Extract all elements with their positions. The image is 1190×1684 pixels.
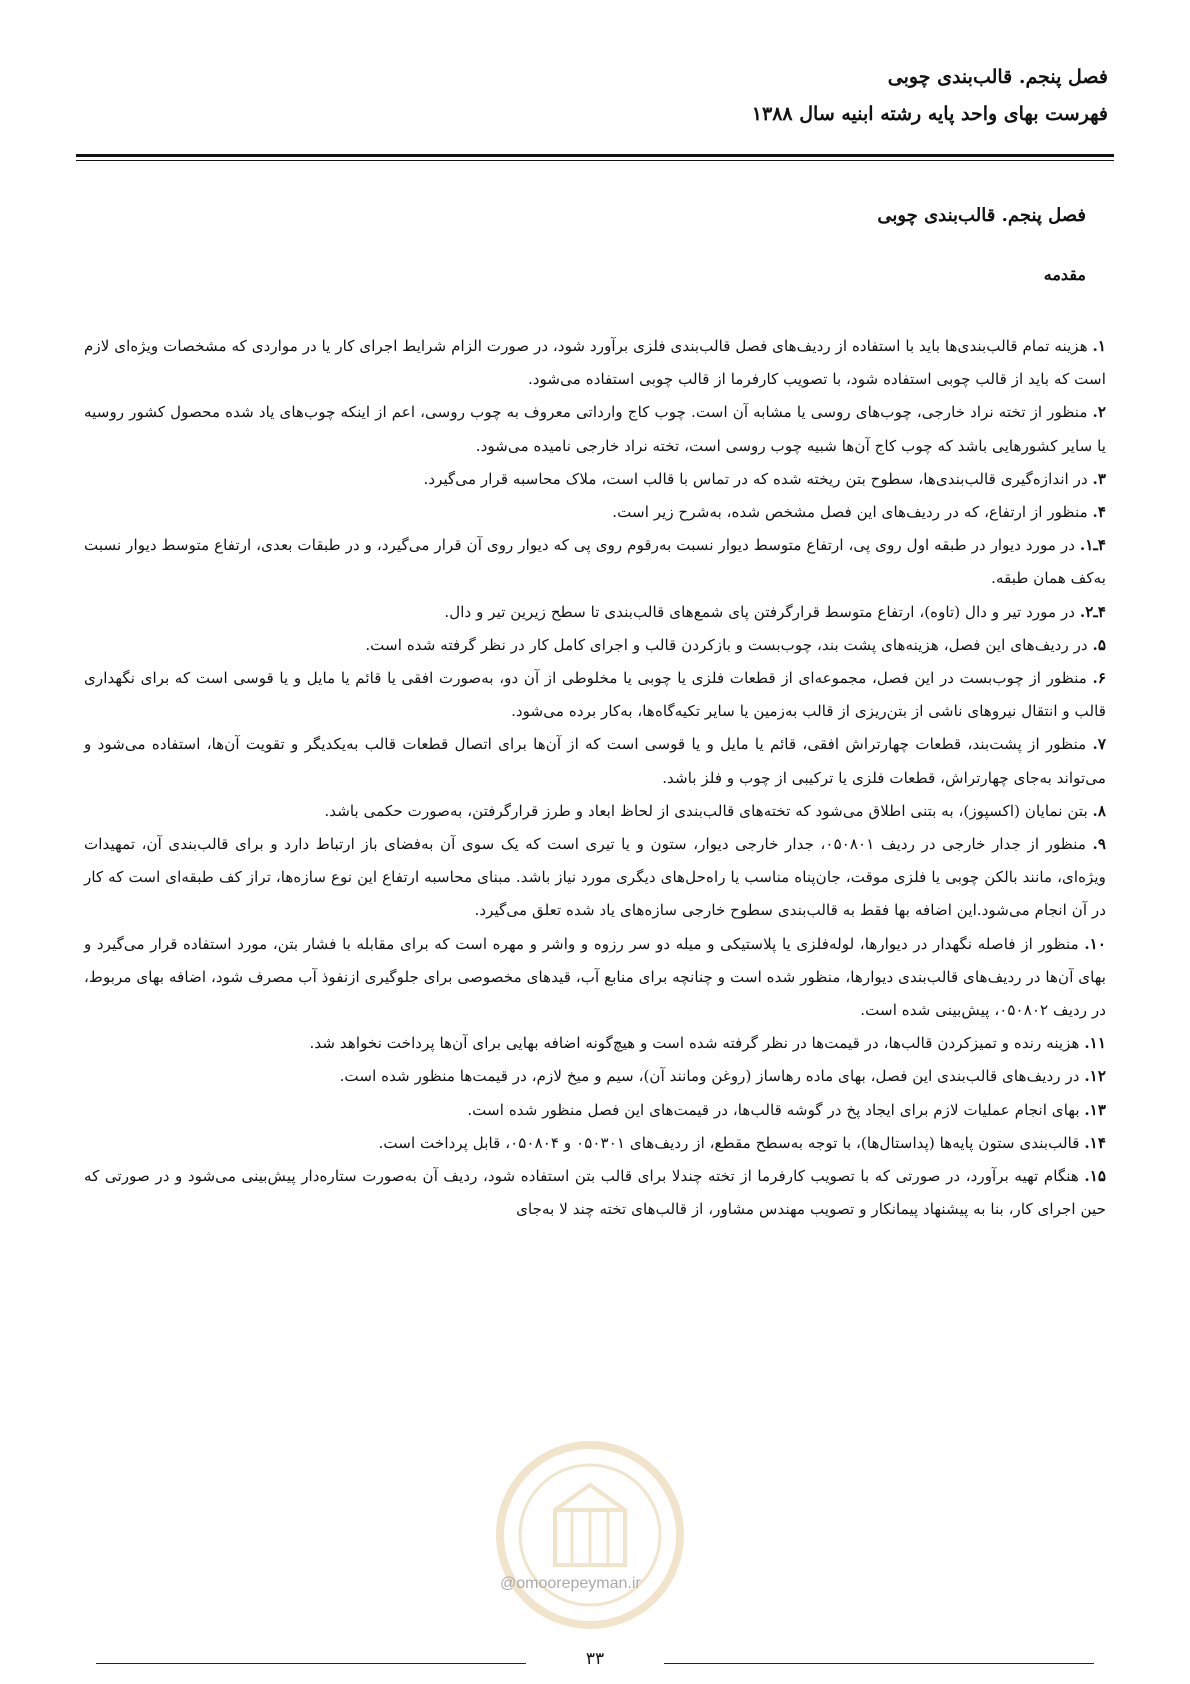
paragraph-text: منظور از تخته نراد خارجی، چوب‌های روسی یا مشابه آن است. چوب کاج وارداتی معروف به چوب روسی، اعم از اینکه چوب‌های یاد شده محصول کشور روسیه یا سایر کشورهایی باشد که چوب کاج آن‌ها شبیه چوب روسی است، تخته نراد خارجی نامیده می‌شود. (84, 403, 1106, 455)
paragraph-number: ۷. (1092, 735, 1106, 754)
paragraph-number: ۱. (1092, 337, 1106, 355)
paragraph-text: قالب‌بندی ستون پایه‌ها (پداستال‌ها)، با توجه به‌سطح مقطع، از ردیف‌های ۰۵۰۳۰۱ و ۰۵۰۸۰۴، قابل پرداخت است. (378, 1133, 1085, 1152)
paragraph-number: ۲. (1092, 403, 1106, 422)
paragraph-number: ۱۱. (1084, 1034, 1106, 1053)
paragraph (84, 529, 1106, 595)
paragraph (84, 728, 1106, 794)
paragraph-number: ۶. (1092, 669, 1106, 688)
paragraph (84, 496, 1106, 529)
paragraph-number: ۱۰. (1084, 934, 1106, 953)
paragraph-number: ۴ـ۲. (1079, 602, 1106, 621)
header-divider-thin (76, 160, 1114, 161)
paragraph (84, 596, 1106, 629)
paragraph-list (84, 330, 1106, 1226)
page-footer (96, 1649, 1094, 1673)
paragraph (84, 1160, 1106, 1226)
paragraph (84, 396, 1106, 462)
paragraph-text: منظور از فاصله نگهدار در دیوارها، لوله‌فلزی یا پلاستیکی و میله دو سر رزوه و واشر و مهره است که برای مقابله با فشار بتن، مورد استفاده قرار می‌گیرد و بهای آن‌ها در ردیف‌های قالب‌بندی دیوارها، منظور شده است و چنانچه برای منابع آب، قیدهای مخصوصی برای جلوگیری ازنفوذ آب مصرف شود، اضافه بهای مربوط، در ردیف ۰۵۰۸۰۲، پیش‌بینی شده است. (84, 934, 1106, 1020)
watermark-seal-icon (470, 1430, 710, 1650)
paragraph-number: ۱۲. (1084, 1067, 1106, 1086)
paragraph-text: هنگام تهیه برآورد، در صورتی که با تصویب کارفرما از تخته چندلا برای قالب بتن استفاده شود، ردیف آن به‌صورت ستاره‌دار پیش‌بینی می‌شود و در صورتی که حین اجرای کار، بنا به پیشنهاد پیمانکار و تصویب مهندس مشاور، از قالب‌های تخته چند لا به‌جای (84, 1167, 1106, 1219)
paragraph-text: هزینه تمام قالب‌بندی‌ها باید با استفاده از ردیف‌های فصل قالب‌بندی فلزی برآورد شود، در صورت الزام شرایط اجرای کار یا در مواردی که مشخصات ویژه‌ای لازم است که باید از قالب چوبی استفاده شود، با تصویب کارفرما از قالب چوبی استفاده می‌شود. (84, 337, 1106, 389)
paragraph-text: در ردیف‌های این فصل، هزینه‌های پشت بند، چوب‌بست و بازکردن قالب و اجرای کامل کار در نظر گرفته شده است. (365, 635, 1093, 654)
paragraph-number: ۳. (1092, 469, 1106, 488)
footer-rule-left (96, 1663, 526, 1664)
header-chapter: فصل پنجم. قالب‌بندی چوبی (887, 66, 1108, 88)
paragraph-number: ۴. (1092, 503, 1106, 522)
paragraph-text: در ردیف‌های قالب‌بندی این فصل، بهای ماده رهاساز (روغن ومانند آن)، سیم و میخ لازم، در قیمت‌ها منظور شده است. (339, 1067, 1085, 1086)
paragraph-number: ۸. (1092, 801, 1106, 820)
paragraph-number: ۵. (1092, 635, 1106, 654)
header-subtitle: فهرست بهای واحد پایه رشته ابنیه سال ۱۳۸۸ (751, 103, 1108, 125)
paragraph-text: در مورد دیوار در طبقه اول روی پی، ارتفاع متوسط دیوار نسبت به‌رقوم روی پی که دیوار روی آن قرار می‌گیرد، و در طبقات بعدی، ارتفاع متوسط دیوار نسبت به‌کف همان طبقه. (84, 536, 1106, 588)
paragraph (84, 1127, 1106, 1160)
paragraph-number: ۱۳. (1084, 1100, 1106, 1119)
paragraph-text: منظور از پشت‌بند، قطعات چهارتراش افقی، قائم یا مایل و یا قوسی است که از آن‌ها برای اتصال قطعات قالب به‌یکدیگر و تقویت آن‌ها، استفاده می‌شود و می‌تواند به‌جای چهارتراش، قطعات فلزی یا ترکیبی از چوب و فلز باشد. (84, 735, 1106, 787)
paragraph (84, 330, 1106, 396)
header-divider-thick (76, 154, 1114, 157)
paragraph (84, 1027, 1106, 1060)
paragraph-number: ۱۴. (1084, 1133, 1106, 1152)
paragraph (84, 629, 1106, 662)
paragraph-text: در مورد تیر و دال (تاوه)، ارتفاع متوسط قرارگرفتن پای شمع‌های قالب‌بندی تا سطح زیرین تیر و دال. (444, 602, 1080, 621)
paragraph-text: منظور از جدار خارجی در ردیف ۰۵۰۸۰۱، جدار خارجی دیوار، ستون و یا تیری است که یک سوی آن به‌فضای باز ارتباط دارد و برای قالب‌بندی آن، تمهیدات ویژه‌ای، مانند بالکن چوبی یا فلزی موقت، جان‌پناه مناسب یا راه‌حل‌های دیگری مورد نیاز باشد. مبنای محاسبه ارتفاع این نوع سازه‌ها، تراز کف طبقه‌ای است که کار در آن انجام می‌شود.این اضافه بها فقط به قالب‌بندی سطوح خارجی سازه‌های یاد شده تعلق می‌گیرد. (84, 835, 1106, 920)
paragraph-text: هزینه رنده و تمیزکردن قالب‌ها، در قیمت‌ها در نظر گرفته شده است و هیچ‌گونه اضافه بهایی برای آن‌ها پرداخت نخواهد شد. (309, 1034, 1085, 1053)
paragraph-number: ۱۵. (1084, 1167, 1107, 1186)
paragraph-text: بهای انجام عملیات لازم برای ایجاد پخ در گوشه قالب‌ها، در قیمت‌های این فصل منظور شده است. (467, 1100, 1085, 1119)
footer-rule-right (664, 1663, 1094, 1664)
paragraph (84, 463, 1106, 496)
paragraph-text: بتن نمایان (اکسپوز)، به بتنی اطلاق می‌شود که تخته‌های قالب‌بندی از لحاظ ابعاد و طرز قرارگرفتن، به‌صورت حکمی باشد. (324, 801, 1093, 820)
chapter-title: فصل پنجم. قالب‌بندی چوبی (877, 205, 1086, 226)
paragraph-text: منظور از چوب‌بست در این فصل، مجموعه‌ای از قطعات فلزی یا چوبی یا مخلوطی از آن دو، به‌صورت افقی یا قائم یا مایل و یا قوسی است که برای نگهداری قالب و انتقال نیروهای ناشی از بتن‌ریزی از قالب به‌زمین یا سایر تکیه‌گاه‌ها، به‌کار برده می‌شود. (84, 669, 1106, 721)
paragraph-text: منظور از ارتفاع، که در ردیف‌های این فصل مشخص شده، به‌شرح زیر است. (612, 503, 1093, 522)
paragraph (84, 1094, 1106, 1127)
paragraph-number: ۹. (1092, 835, 1106, 854)
section-title: مقدمه (1043, 265, 1086, 284)
page-number: ۳۳ (585, 1649, 605, 1669)
paragraph-number: ۴ـ۱. (1079, 536, 1106, 555)
paragraph (84, 928, 1106, 1028)
paragraph (84, 662, 1106, 728)
paragraph (84, 1060, 1106, 1093)
paragraph-text: در اندازه‌گیری قالب‌بندی‌ها، سطوح بتن ریخته شده که در تماس با قالب است، ملاک محاسبه قرار می‌گیرد. (423, 469, 1093, 488)
paragraph (84, 795, 1106, 828)
watermark-url: @omoorepeyman.ir (500, 1575, 641, 1592)
paragraph (84, 828, 1106, 928)
